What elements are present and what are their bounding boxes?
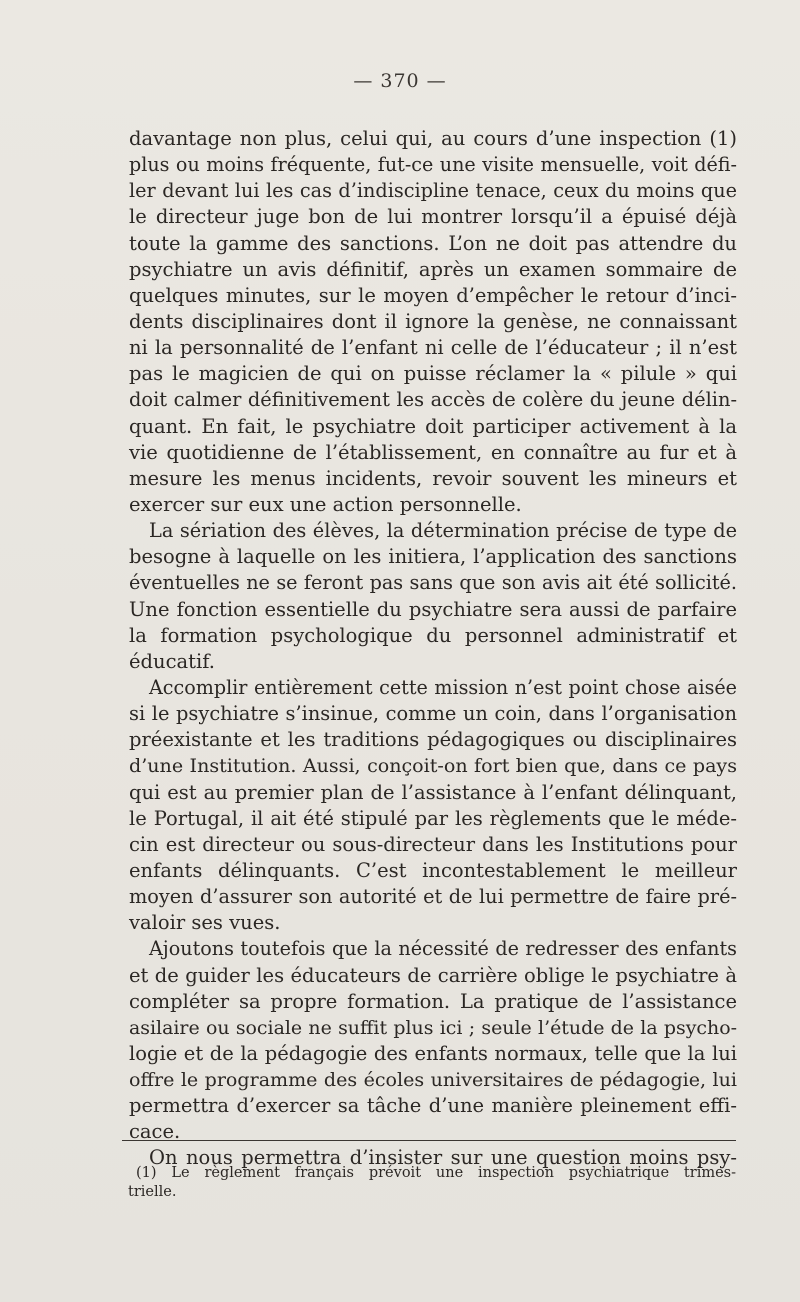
page-number: — 370 — [353, 70, 447, 92]
text-line: dents disciplinaires dont il ignore la genèse, ne connaissant [129, 309, 737, 333]
text-line: davantage non plus, celui qui, au cours d’une inspection (1) [129, 127, 737, 150]
text-line: ni la personnalité de l’enfant ni celle de l’éducateur ; il n’est [129, 336, 737, 360]
text-line: exercer sur eux une action personnelle. [129, 492, 522, 516]
text-line: qui est au premier plan de l’assistance à l’enfant délinquant, [129, 780, 737, 804]
text-line: si le psychiatre s’insinue, comme un coin, dans l’organisation [129, 702, 737, 726]
text-line: enfants délinquants. C’est incontestablement le meilleur [129, 858, 737, 882]
text-line: asilaire ou sociale ne suffit plus ici ; seule l’étude de la psycho- [129, 1016, 737, 1039]
text-line: cin est directeur ou sous-directeur dans les Institutions pour [129, 832, 737, 856]
text-line: La sériation des élèves, la détermination précise de type de [149, 519, 737, 543]
text-line: quant. En fait, le psychiatre doit participer activement à la [129, 414, 737, 438]
text-line: cace. [129, 1120, 181, 1144]
text-line: offre le programme des écoles universitaires de pédagogie, lui [129, 1069, 737, 1092]
text-line: On nous permettra d’insister sur une question moins psy- [149, 1146, 737, 1170]
text-line: plus ou moins fréquente, fut-ce une visite mensuelle, voit défi- [129, 153, 737, 177]
text-line: valoir ses vues. [129, 911, 281, 935]
footnote-line: trielle. [128, 1184, 177, 1200]
text-line: et de guider les éducateurs de carrière oblige le psychiatre à [129, 963, 737, 987]
text-line: moyen d’assurer son autorité et de lui permettre de faire pré- [129, 885, 737, 909]
text-line: pas le magicien de qui on puisse réclamer la « pilule » qui [129, 362, 737, 386]
text-line: toute la gamme des sanctions. L’on ne doit pas attendre du [129, 231, 737, 255]
text-line: vie quotidienne de l’établissement, en connaître au fur et à [129, 440, 737, 464]
text-line: permettra d’exercer sa tâche d’une manière pleinement effi- [129, 1094, 737, 1118]
text-line: doit calmer définitivement les accès de colère du jeune délin- [129, 388, 737, 412]
footnote-line: (1) Le règlement français prévoit une inspection psychiatrique trimes- [136, 1165, 736, 1181]
text-line: Une fonction essentielle du psychiatre sera aussi de parfaire [129, 597, 737, 621]
footnote [128, 1164, 736, 1202]
text-line: le directeur juge bon de lui montrer lorsqu’il a épuisé déjà [129, 205, 737, 229]
text-line: besogne à laquelle on les initiera, l’application des sanctions [129, 545, 737, 569]
footnote-divider [122, 1140, 736, 1141]
text-line: éventuelles ne se feront pas sans que son avis ait été sollicité. [129, 571, 737, 595]
text-line: d’une Institution. Aussi, conçoit-on fort bien que, dans ce pays [129, 755, 737, 778]
text-line: éducatif. [129, 649, 215, 673]
text-line: logie et de la pédagogie des enfants normaux, telle que la lui [129, 1041, 737, 1065]
text-line: Accomplir entièrement cette mission n’est point chose aisée [149, 675, 737, 699]
text-line: préexistante et les traditions pédagogiques ou disciplinaires [129, 728, 737, 752]
text-line: quelques minutes, sur le moyen d’empêcher le retour d’inci- [129, 283, 737, 307]
text-line: mesure les menus incidents, revoir souvent les mineurs et [129, 466, 737, 490]
text-line: ler devant lui les cas d’indiscipline tenace, ceux du moins que [129, 179, 737, 203]
text-line: psychiatre un avis définitif, après un examen sommaire de [129, 257, 737, 281]
text-line: la formation psychologique du personnel administratif et [129, 623, 737, 647]
body-text [129, 126, 737, 1172]
text-line: le Portugal, il ait été stipulé par les règlements que le méde- [129, 806, 737, 830]
text-line: Ajoutons toutefois que la nécessité de redresser des enfants [149, 937, 737, 961]
text-line: compléter sa propre formation. La pratique de l’assistance [129, 989, 737, 1013]
